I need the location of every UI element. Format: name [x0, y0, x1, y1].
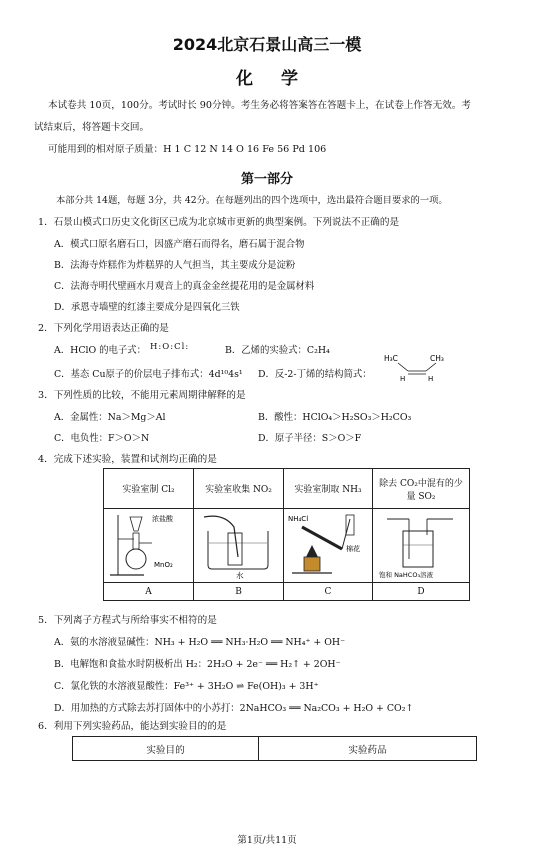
- q2-option-c: C．基态 Cu原子的价层电子排布式：4d¹⁰4s¹: [54, 369, 243, 380]
- label-water: 水: [236, 571, 244, 579]
- q4-header-a: 实验室制 Cl₂: [104, 469, 194, 509]
- label-cotton: 棉花: [346, 545, 360, 553]
- q5-option-c: C．氯化铁的水溶液显酸性：Fe³⁺ + 3H₂O ⇌ Fe(OH)₃ + 3H⁺: [54, 681, 319, 692]
- q2-option-d: D．反-2-丁烯的结构简式：: [258, 369, 372, 380]
- label-nh4cl: NH₄Cl: [288, 515, 309, 523]
- q5-stem: 5．下列离子方程式与所给事实不相符的是: [38, 615, 217, 626]
- atomic-mass-line: 可能用到的相对原子质量：H 1 C 12 N 14 O 16 Fe 56 Pd 106: [48, 144, 327, 155]
- hclo-electron-formula: H:O:Cl:: [150, 342, 190, 352]
- section-title: 第一部分: [240, 172, 293, 187]
- q4-apparatus-d: [373, 509, 470, 583]
- q3-option-b: B．酸性：HClO₄＞H₂SO₃＞H₂CO₃: [258, 412, 412, 423]
- q2-option-b: B．乙烯的实验式：C₂H₄: [225, 345, 330, 356]
- trans-2-butene-structure: [380, 350, 460, 384]
- q1-option-d: D．承恩寺墙壁的红漆主要成分是四氧化三铁: [54, 302, 240, 313]
- q4-letter-c: C: [284, 583, 373, 601]
- q4-letter-b: B: [194, 583, 284, 601]
- q6-col-purpose: 实验目的: [73, 737, 259, 761]
- q3-option-a: A．金属性：Na＞Mg＞Al: [54, 412, 166, 423]
- q2-option-a: A．HClO 的电子式：: [54, 345, 147, 356]
- section-instructions: 本部分共 14题，每题 3分，共 42分。在每题列出的四个选项中，选出最符合题目要求的一项。: [56, 195, 448, 206]
- gas-washing-bottle-drawing: [377, 509, 465, 579]
- q6-stem: 6．利用下列实验药品，能达到实验目的的是: [38, 721, 227, 732]
- q4-stem: 4．完成下述实验，装置和试剂均正确的是: [38, 454, 217, 465]
- struct-right-methyl: CH₃: [430, 354, 444, 363]
- q3-option-d: D．原子半径：S＞O＞F: [258, 433, 362, 444]
- q3-option-c: C．电负性：F＞O＞N: [54, 433, 150, 444]
- chlorine-apparatus-drawing: [104, 509, 193, 579]
- q6-table: [72, 736, 477, 761]
- no2-collection-drawing: [194, 509, 283, 579]
- q1-stem: 1．石景山模式口历史文化街区已成为北京城市更新的典型案例。下列说法不正确的是: [38, 217, 400, 228]
- q4-letter-d: D: [373, 583, 470, 601]
- intro-line-2: 试结束后，将答题卡交回。: [34, 122, 150, 133]
- q6-col-reagents: 实验药品: [259, 737, 477, 761]
- q4-experiment-table: [103, 468, 470, 601]
- q3-stem: 3．下列性质的比较，不能用元素周期律解释的是: [38, 390, 246, 401]
- q4-header-d: 除去 CO₂中混有的少量 SO₂: [373, 469, 470, 509]
- q5-option-d: D．用加热的方式除去苏打固体中的小苏打：2NaHCO₃ ══ Na₂CO₃ + H₂O + CO₂↑: [54, 703, 414, 714]
- subject-title: 化学: [236, 69, 326, 89]
- q4-apparatus-b: [194, 509, 284, 583]
- page-number: 第1页/共11页: [237, 835, 297, 846]
- ammonia-apparatus-drawing: [284, 509, 372, 579]
- q4-header-c: 实验室制取 NH₃: [284, 469, 373, 509]
- q5-option-a: A．氨的水溶液显碱性：NH₃ + H₂O ══ NH₃·H₂O ══ NH₄⁺ + OH⁻: [54, 637, 346, 648]
- q4-letter-a: A: [104, 583, 194, 601]
- q2-stem: 2．下列化学用语表达正确的是: [38, 323, 169, 334]
- svg-text:H: H: [428, 375, 434, 383]
- q4-header-b: 实验室收集 NO₂: [194, 469, 284, 509]
- svg-text:H: H: [400, 375, 406, 383]
- q5-option-b: B．电解饱和食盐水时阴极析出 H₂：2H₂O + 2e⁻ ══ H₂↑ + 2OH⁻: [54, 659, 341, 670]
- label-conc-hcl: 浓盐酸: [152, 515, 173, 523]
- q1-option-b: B．法海寺炸糕作为炸糕界的人气担当，其主要成分是淀粉: [54, 260, 296, 271]
- exam-title: 2024北京石景山高三一模: [172, 35, 362, 54]
- label-mno2: MnO₂: [154, 561, 173, 569]
- label-nahco3: 饱和 NaHCO₃溶液: [379, 571, 434, 579]
- q4-apparatus-c: [284, 509, 373, 583]
- struct-left-methyl: H₃C: [384, 354, 398, 363]
- intro-line-1: 本试卷共 10页，100分。考试时长 90分钟。考生务必将答案答在答题卡上，在试卷上作答无效。考: [48, 100, 471, 111]
- q1-option-c: C．法海寺明代壁画水月观音上的真金金丝提花用的是金属材料: [54, 281, 315, 292]
- q4-apparatus-a: [104, 509, 194, 583]
- q1-option-a: A．模式口原名磨石口，因盛产磨石而得名，磨石属于混合物: [54, 239, 305, 250]
